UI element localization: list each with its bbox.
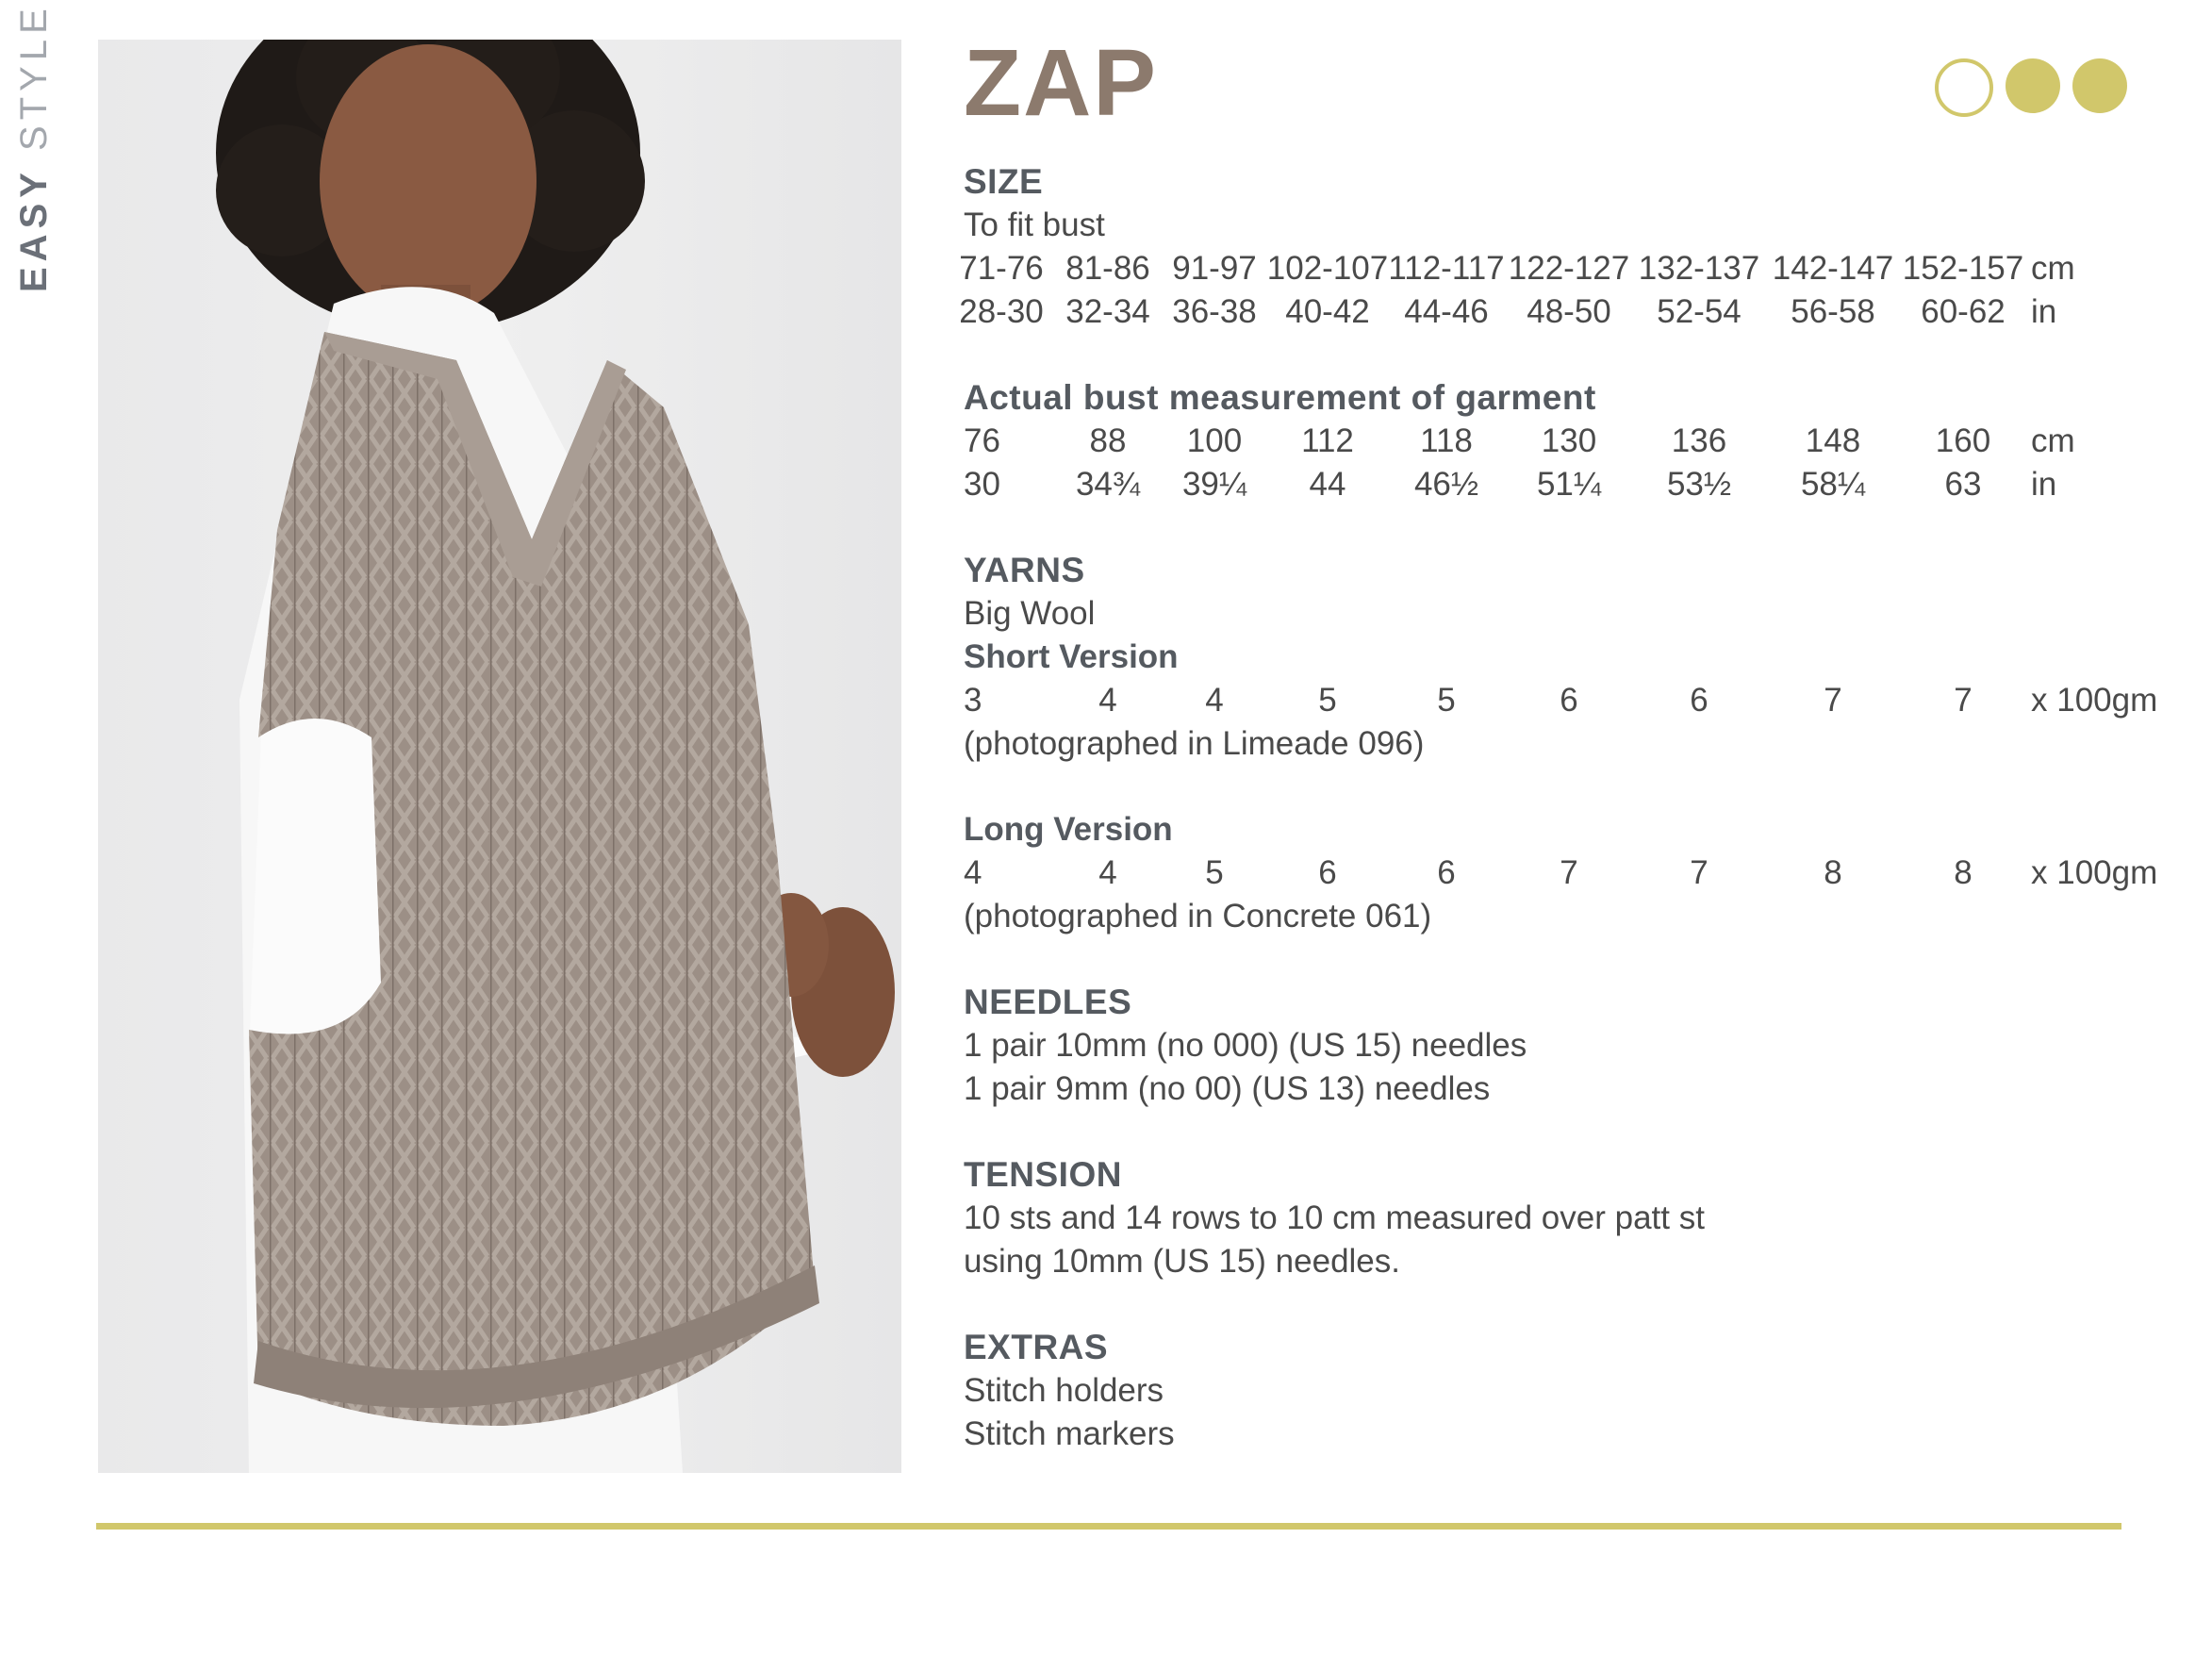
actual-bust-heading: Actual bust measurement of garment <box>964 378 1596 417</box>
size-in-unit: in <box>2031 293 2057 330</box>
size-cm-cell: 102-107 <box>1266 250 1389 287</box>
footer-divider <box>96 1523 2121 1530</box>
short-version-cell: 3 <box>964 682 982 719</box>
actual-bust-in-cell: 58¼ <box>1800 466 1866 503</box>
actual-bust-cm-cell: 136 <box>1671 422 1727 459</box>
long-version-cell: 7 <box>1690 854 1709 891</box>
size-in-cell: 52-54 <box>1657 293 1742 330</box>
difficulty-rating <box>1935 58 2127 117</box>
size-cm-cell: 142-147 <box>1772 250 1894 287</box>
actual-bust-in-cell: 39¼ <box>1181 466 1247 503</box>
long-version-unit: x 100gm <box>2031 854 2158 891</box>
size-cm-cell: 152-157 <box>1902 250 2024 287</box>
size-cm-cell: 71-76 <box>959 250 1044 287</box>
size-in-cell: 36-38 <box>1172 293 1257 330</box>
tension-line: 10 sts and 14 rows to 10 cm measured over patt st <box>964 1199 1705 1236</box>
short-version-cell: 6 <box>1560 682 1578 719</box>
long-version-cell: 8 <box>1954 854 1973 891</box>
size-cm-cell: 132-137 <box>1638 250 1760 287</box>
size-in-row <box>959 290 2189 334</box>
actual-bust-in-cell: 46½ <box>1413 466 1479 503</box>
yarn-name: Big Wool <box>964 595 1096 632</box>
style-label-light: STYLE <box>13 3 55 151</box>
size-in-cell: 44-46 <box>1404 293 1489 330</box>
actual-bust-cm-cell: 76 <box>964 422 1000 459</box>
size-in-cell: 32-34 <box>1065 293 1150 330</box>
long-version-cell: 5 <box>1205 854 1224 891</box>
actual-bust-cm-cell: 130 <box>1541 422 1597 459</box>
actual-bust-cm-unit: cm <box>2031 422 2075 459</box>
pattern-details <box>959 160 2189 1456</box>
yarns-heading: YARNS <box>964 551 1085 589</box>
long-version-cell: 6 <box>1318 854 1337 891</box>
long-version-cell: 4 <box>1098 854 1117 891</box>
actual-bust-in-row <box>964 463 2189 506</box>
size-in-cell: 48-50 <box>1527 293 1611 330</box>
size-cm-cell: 81-86 <box>1065 250 1150 287</box>
tension-heading: TENSION <box>964 1155 1122 1194</box>
size-heading: SIZE <box>964 162 1044 201</box>
actual-bust-in-cell: 44 <box>1309 466 1346 503</box>
short-version-cell: 6 <box>1690 682 1709 719</box>
short-version-label: Short Version <box>964 638 1179 675</box>
needles-heading: NEEDLES <box>964 983 1132 1021</box>
size-cm-cell: 122-127 <box>1508 250 1630 287</box>
actual-bust-in-cell: 30 <box>964 466 1000 503</box>
size-in-cell: 40-42 <box>1285 293 1370 330</box>
short-version-cell: 5 <box>1437 682 1456 719</box>
long-version-cell: 7 <box>1560 854 1578 891</box>
long-version-cell: 6 <box>1437 854 1456 891</box>
short-version-cell: 4 <box>1205 682 1224 719</box>
long-version-note: (photographed in Concrete 061) <box>964 898 1432 935</box>
short-version-cell: 4 <box>1098 682 1117 719</box>
needles-line: 1 pair 9mm (no 00) (US 13) needles <box>964 1070 1491 1107</box>
size-cm-row <box>959 247 2189 290</box>
size-cm-unit: cm <box>2031 250 2075 287</box>
size-cm-cell: 112-117 <box>1388 250 1505 287</box>
model-photo <box>98 40 901 1473</box>
actual-bust-cm-cell: 160 <box>1935 422 1991 459</box>
actual-bust-in-cell: 63 <box>1944 466 1982 503</box>
difficulty-dot-filled <box>2072 58 2127 113</box>
short-version-cell: 5 <box>1318 682 1337 719</box>
actual-bust-cm-cell: 88 <box>1089 422 1127 459</box>
style-label-bold: EASY <box>13 167 55 292</box>
actual-bust-in-cell: 51¼ <box>1536 466 1602 503</box>
difficulty-dot-empty <box>1935 58 1993 117</box>
actual-bust-in-cell: 34¾ <box>1075 466 1141 503</box>
actual-bust-in-unit: in <box>2031 466 2057 503</box>
short-version-unit: x 100gm <box>2031 682 2158 719</box>
actual-bust-cm-cell: 118 <box>1420 422 1473 459</box>
needles-line: 1 pair 10mm (no 000) (US 15) needles <box>964 1027 1527 1064</box>
size-in-cell: 60-62 <box>1921 293 2006 330</box>
actual-bust-cm-cell: 112 <box>1301 422 1354 459</box>
actual-bust-cm-row <box>964 420 2189 463</box>
short-version-note: (photographed in Limeade 096) <box>964 725 1425 762</box>
short-version-cell: 7 <box>1954 682 1973 719</box>
tension-line: using 10mm (US 15) needles. <box>964 1243 1400 1280</box>
actual-bust-in-cell: 53½ <box>1666 466 1732 503</box>
long-version-row <box>964 852 2189 895</box>
difficulty-dot-filled <box>2006 58 2060 113</box>
short-version-cell: 7 <box>1824 682 1842 719</box>
size-cm-cell: 91-97 <box>1172 250 1257 287</box>
size-caption: To fit bust <box>964 207 1105 243</box>
actual-bust-cm-cell: 148 <box>1805 422 1861 459</box>
extras-line: Stitch holders <box>964 1372 1164 1409</box>
long-version-label: Long Version <box>964 811 1173 848</box>
pattern-title: ZAP <box>964 30 1158 136</box>
style-label <box>13 3 56 292</box>
actual-bust-cm-cell: 100 <box>1186 422 1243 459</box>
long-version-cell: 4 <box>964 854 982 891</box>
short-version-row <box>964 679 2189 722</box>
extras-heading: EXTRAS <box>964 1328 1109 1366</box>
extras-line: Stitch markers <box>964 1415 1175 1452</box>
size-in-cell: 56-58 <box>1791 293 1875 330</box>
size-in-cell: 28-30 <box>959 293 1044 330</box>
long-version-cell: 8 <box>1824 854 1842 891</box>
